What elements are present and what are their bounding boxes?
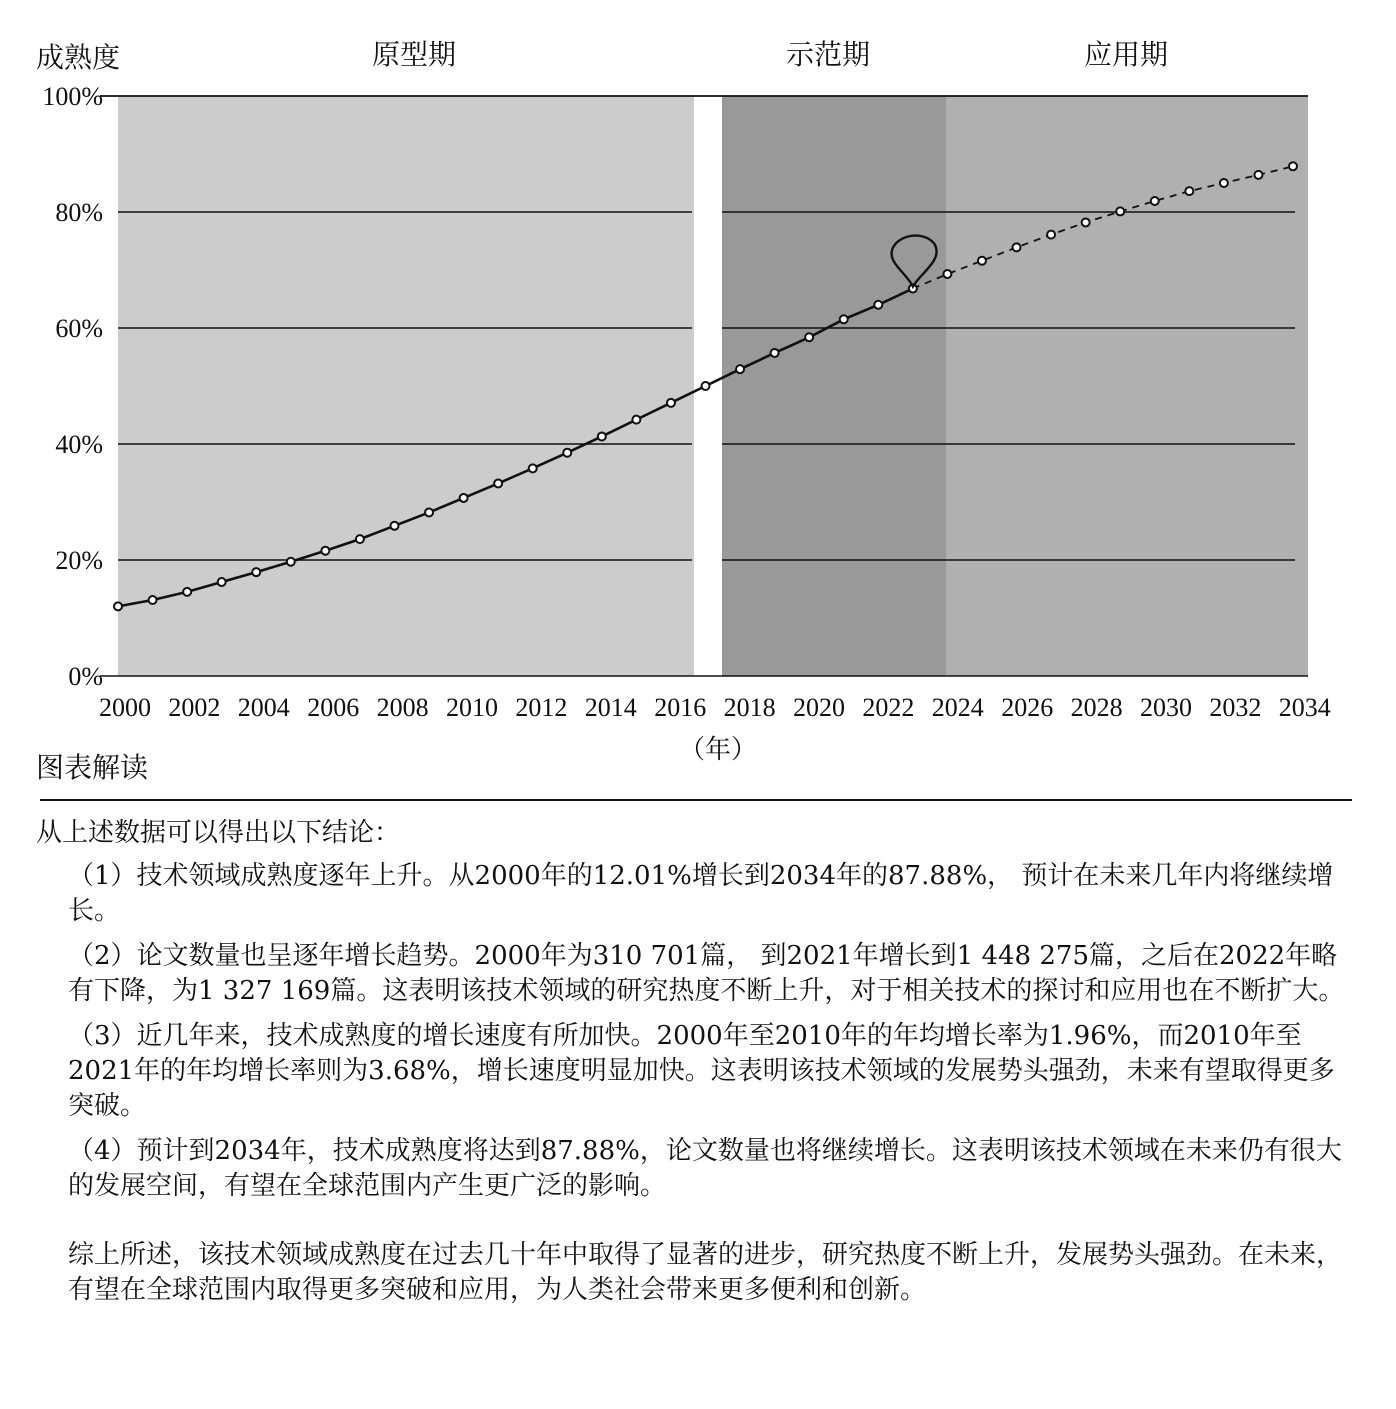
x-tick-labels bbox=[99, 693, 1331, 722]
x-tick-label: 2008 bbox=[376, 693, 429, 722]
x-tick-label: 2006 bbox=[307, 693, 360, 722]
data-point bbox=[632, 416, 640, 424]
data-point bbox=[943, 270, 951, 278]
data-point bbox=[149, 596, 157, 604]
data-point bbox=[425, 508, 433, 516]
summary-paragraph: 综上所述，该技术领域成熟度在过去几十年中取得了显著的进步，研究热度不断上升，发展势头强劲。在未来，有望在全球范围内取得更多突破和应用，为人类社会带来更多便利和创新。 bbox=[68, 1240, 1343, 1305]
y-axis-label: 成熟度 bbox=[36, 41, 121, 74]
data-point bbox=[287, 558, 295, 566]
data-point bbox=[494, 479, 502, 487]
phase-label-0: 原型期 bbox=[371, 40, 457, 71]
data-point bbox=[1185, 187, 1193, 195]
x-tick-label: 2016 bbox=[654, 693, 707, 722]
data-point bbox=[563, 449, 571, 457]
data-point bbox=[1289, 162, 1297, 170]
conclusion-4: （4）预计到2034年，技术成熟度将达到87.88%，论文数量也将继续增长。这表明该技术领域在未来仍有很大的发展空间，有望在全球范围内产生更广泛的影响。 bbox=[68, 1136, 1342, 1201]
y-tick-label: 40% bbox=[55, 430, 103, 459]
data-point bbox=[978, 257, 986, 265]
conclusion-1: （1）技术领域成熟度逐年上升。从2000年的12.01%增长到2034年的87.88%， 预计在未来几年内将继续增长。 bbox=[68, 861, 1334, 926]
conclusion-2: （2）论文数量也呈逐年增长趋势。2000年为310 701篇， 到2021年增长到1 448 275篇，之后在2022年略有下降，为1 327 169篇。这表明该技术领域的研究热度不断上升，对于相关技术的探讨和应用也在不断扩大。 bbox=[68, 941, 1345, 1006]
x-tick-label: 2018 bbox=[723, 693, 776, 722]
divider bbox=[40, 799, 1352, 801]
phase-bands bbox=[118, 96, 1308, 676]
data-point bbox=[460, 494, 468, 502]
data-point bbox=[1220, 179, 1228, 187]
phase-labels bbox=[372, 39, 1168, 71]
section-heading: 图表解读 bbox=[36, 751, 149, 784]
data-point bbox=[1254, 171, 1262, 179]
x-tick-label: 2000 bbox=[99, 693, 151, 722]
data-point bbox=[321, 547, 329, 555]
x-tick-label: 2034 bbox=[1278, 693, 1331, 722]
y-tick-label: 80% bbox=[55, 198, 103, 227]
x-tick-label: 2020 bbox=[793, 693, 845, 722]
data-point bbox=[114, 602, 122, 610]
y-tick-label: 100% bbox=[42, 82, 103, 111]
data-point bbox=[598, 432, 606, 440]
data-point bbox=[771, 349, 779, 357]
data-point bbox=[252, 568, 260, 576]
intro-paragraph: 从上述数据可以得出以下结论： bbox=[36, 818, 401, 848]
data-point bbox=[390, 522, 398, 530]
data-point bbox=[356, 535, 364, 543]
phase-label-2: 应用期 bbox=[1083, 40, 1169, 71]
interpretation-text bbox=[36, 816, 1356, 1308]
data-point bbox=[736, 365, 744, 373]
data-point bbox=[702, 382, 710, 390]
phase-band-2 bbox=[946, 96, 1308, 676]
x-tick-label: 2028 bbox=[1070, 693, 1123, 722]
data-point bbox=[805, 333, 813, 341]
x-tick-label: 2014 bbox=[584, 693, 637, 722]
y-tick-label: 0% bbox=[68, 662, 103, 691]
data-point bbox=[1082, 218, 1090, 226]
x-tick-label: 2026 bbox=[1001, 693, 1054, 722]
y-tick-labels bbox=[42, 82, 103, 691]
data-point bbox=[667, 399, 675, 407]
phase-band-0 bbox=[118, 96, 694, 676]
x-tick-label: 2002 bbox=[168, 693, 221, 722]
y-tick-label: 20% bbox=[55, 546, 103, 575]
x-tick-label: 2012 bbox=[515, 693, 568, 722]
data-point bbox=[183, 588, 191, 596]
conclusion-3: （3）近几年来，技术成熟度的增长速度有所加快。2000年至2010年的年均增长率为1.96%，而2010年至2021年的年均增长率则为3.68%，增长速度明显加快。这表明该技术领域的发展势头强劲，未来有望取得更多突破。 bbox=[68, 1021, 1335, 1121]
x-tick-label: 2032 bbox=[1209, 693, 1262, 722]
phase-band-1 bbox=[722, 96, 946, 676]
data-point bbox=[840, 315, 848, 323]
data-point bbox=[218, 578, 226, 586]
data-point bbox=[874, 301, 882, 309]
phase-label-1: 示范期 bbox=[785, 40, 871, 71]
data-point bbox=[1013, 243, 1021, 251]
x-tick-label: 2022 bbox=[862, 693, 915, 722]
data-point bbox=[529, 464, 537, 472]
data-point bbox=[1047, 231, 1055, 239]
y-tick-label: 60% bbox=[55, 314, 103, 343]
x-tick-label: 2010 bbox=[446, 693, 498, 722]
x-tick-label: 2024 bbox=[931, 693, 984, 722]
x-axis-label: （年） bbox=[678, 735, 758, 764]
x-tick-label: 2030 bbox=[1140, 693, 1192, 722]
data-point bbox=[1151, 197, 1159, 205]
data-point bbox=[1116, 207, 1124, 215]
x-tick-label: 2004 bbox=[237, 693, 290, 722]
